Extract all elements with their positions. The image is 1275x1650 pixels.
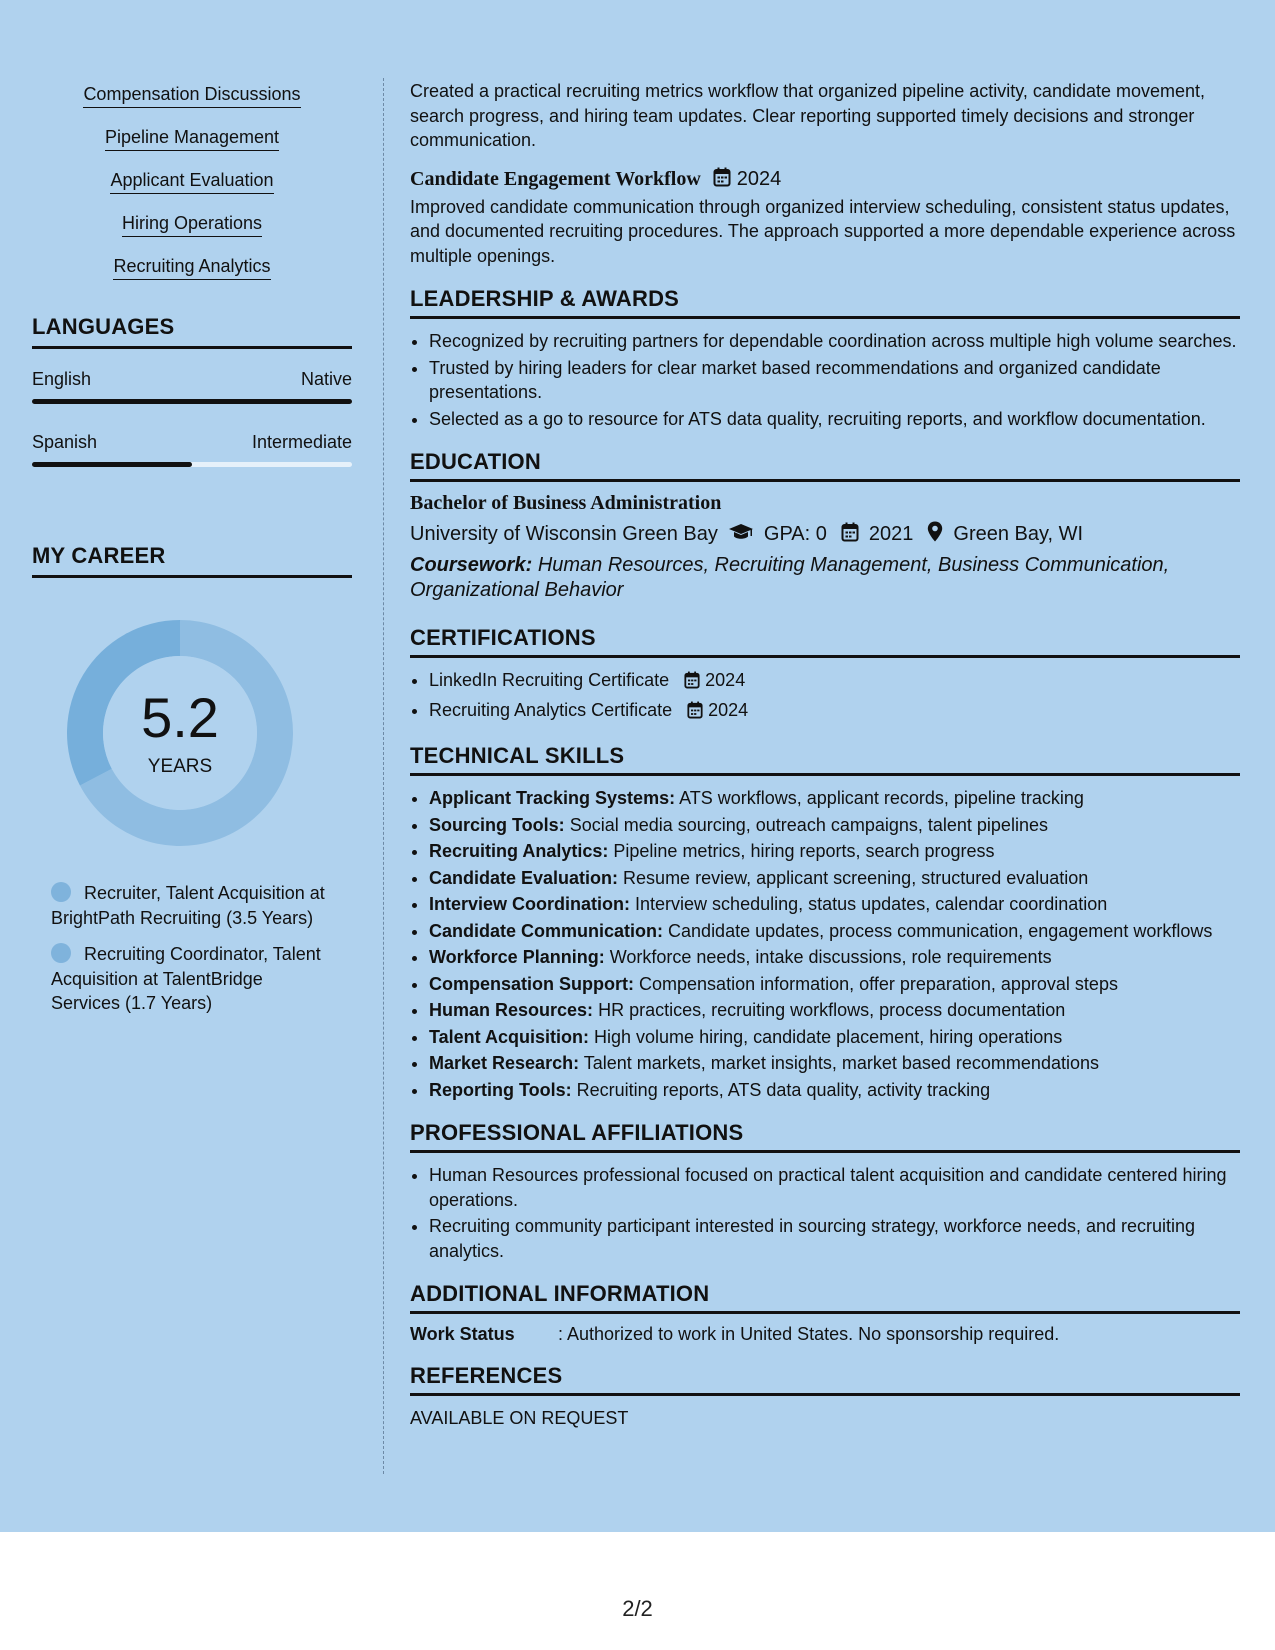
technical-skills-heading: TECHNICAL SKILLS: [410, 743, 1240, 776]
additional-info-heading: ADDITIONAL INFORMATION: [410, 1281, 1240, 1314]
skill-link-item: [32, 170, 352, 194]
skill-key: Workforce Planning:: [429, 947, 605, 967]
affiliations-list: [410, 1163, 1240, 1263]
certifications-list: [410, 668, 1240, 725]
skill-link: Hiring Operations: [122, 213, 262, 237]
skill-link: Compensation Discussions: [83, 84, 300, 108]
skill-link-item: [32, 127, 352, 151]
work-status-row: [410, 1324, 1240, 1345]
legend-dot: [51, 943, 71, 963]
leadership-item: • Recognized by recruiting partners for dependable coordination across multiple high volume searches.: [429, 329, 1240, 354]
career-total-unit: YEARS: [147, 756, 213, 777]
calendar-icon: [713, 167, 731, 193]
project-title-row: [410, 167, 1240, 193]
affiliations-heading: PROFESSIONAL AFFILIATIONS: [410, 1120, 1240, 1153]
skill-link: Recruiting Analytics: [113, 256, 270, 280]
language-name: English: [32, 369, 92, 389]
skill-key: Candidate Communication:: [429, 920, 664, 941]
graduation-cap-icon: [728, 523, 754, 547]
calendar-icon: [684, 671, 700, 696]
career-item: [51, 942, 326, 1016]
leadership-item: • Trusted by hiring leaders for clear market based recommendations and organized candidate presentations.: [429, 356, 1240, 405]
project-description: Improved candidate communication through organized interview scheduling, consistent status updates, and documented recruiting procedures. The approach supported a more dependable experience across multiple openings.: [410, 196, 1236, 266]
project-title: Candidate Engagement Workflow: [410, 168, 701, 190]
skill-value: Social media sourcing, outreach campaigns, talent pipelines: [569, 814, 1048, 835]
graduation-year: 2021: [868, 523, 914, 545]
language-bar: [32, 462, 352, 467]
skill-key: Talent Acquisition:: [429, 1026, 589, 1047]
skill-link-list: [32, 84, 352, 280]
certification-year: 2024: [705, 670, 746, 690]
skill-link: Pipeline Management: [105, 127, 279, 151]
skill-key: Sourcing Tools:: [429, 814, 565, 835]
skill-value: Talent markets, market insights, market based recommendations: [583, 1053, 1099, 1073]
page-footer: [0, 1532, 1275, 1650]
career-item-text: Recruiter, Talent Acquisition at BrightPath Recruiting (3.5 Years): [51, 883, 325, 928]
language-entry: [32, 369, 352, 404]
skill-value: Resume review, applicant screening, structured evaluation: [623, 867, 1089, 888]
calendar-icon: [841, 522, 859, 548]
technical-skill-item: [429, 866, 1240, 891]
language-bar: [32, 399, 352, 404]
career-donut-chart: [67, 620, 293, 846]
skill-link-item: [32, 256, 352, 280]
technical-skill-item: [429, 892, 1240, 917]
calendar-icon: [687, 701, 703, 726]
skill-key: Human Resources:: [429, 1000, 594, 1020]
language-bar-fill: [32, 462, 192, 467]
school-location: Green Bay, WI: [953, 523, 1084, 545]
career-item-text: Recruiting Coordinator, Talent Acquisition at TalentBridge Services (1.7 Years): [51, 944, 321, 1013]
location-pin-icon: [927, 521, 943, 548]
leadership-heading: LEADERSHIP & AWARDS: [410, 286, 1240, 319]
certification-item: [429, 668, 1240, 696]
skill-key: Applicant Tracking Systems:: [429, 788, 676, 808]
technical-skill-item: [429, 945, 1240, 970]
career-item: [51, 881, 326, 930]
language-level: Intermediate: [251, 432, 352, 452]
language-name: Spanish: [32, 432, 98, 452]
career-list: [32, 881, 352, 1016]
career-total-value: 5.2: [141, 686, 219, 749]
coursework-label: Coursework:: [410, 554, 533, 576]
coursework-list: Human Resources, Recruiting Management, Business Communication, Organizational Behavior: [410, 554, 1170, 601]
skill-link-item: [32, 213, 352, 237]
leadership-list: [410, 329, 1240, 431]
skill-link: Applicant Evaluation: [110, 170, 273, 194]
skill-key: Candidate Evaluation:: [429, 867, 619, 888]
skill-key: Interview Coordination:: [429, 894, 631, 914]
skill-value: HR practices, recruiting workflows, process documentation: [598, 1000, 1066, 1020]
work-status-value: : Authorized to work in United States. No sponsorship required.: [558, 1324, 1060, 1344]
certification-year: 2024: [708, 699, 749, 720]
leadership-item: • Selected as a go to resource for ATS data quality, recruiting reports, and workflow documentation.: [429, 407, 1240, 432]
right-column: [410, 79, 1240, 1431]
gpa-value: GPA: 0: [763, 523, 827, 545]
technical-skill-item: [429, 839, 1240, 864]
language-entry: [32, 432, 352, 467]
language-bar-fill: [32, 399, 352, 404]
school-name: University of Wisconsin Green Bay: [410, 523, 718, 545]
skill-key: Market Research:: [429, 1053, 580, 1073]
skill-value: Compensation information, offer preparation, approval steps: [639, 973, 1118, 994]
languages-heading: LANGUAGES: [32, 314, 352, 349]
education-details: [410, 521, 1240, 548]
career-heading: MY CAREER: [32, 543, 352, 578]
work-status-label: Work Status: [410, 1324, 515, 1344]
language-level: Native: [300, 369, 352, 389]
left-column: [32, 84, 352, 1028]
references-heading: REFERENCES: [410, 1363, 1240, 1396]
education-heading: EDUCATION: [410, 449, 1240, 482]
project-year: 2024: [736, 168, 782, 190]
language-row: [32, 369, 352, 390]
page-number: 2/2: [622, 1596, 653, 1621]
language-row: [32, 432, 352, 453]
skill-key: Compensation Support:: [429, 973, 634, 994]
technical-skill-item: [429, 1078, 1240, 1103]
skill-value: High volume hiring, candidate placement, hiring operations: [594, 1026, 1063, 1047]
skill-key: Reporting Tools:: [429, 1079, 572, 1100]
skill-key: Recruiting Analytics:: [429, 841, 609, 861]
technical-skill-item: [429, 1051, 1240, 1076]
skill-value: Workforce needs, intake discussions, role requirements: [609, 947, 1052, 967]
technical-skill-item: [429, 998, 1240, 1023]
technical-skills-list: [410, 786, 1240, 1102]
affiliation-item: • Human Resources professional focused on practical talent acquisition and candidate centered hiring operations.: [429, 1163, 1240, 1212]
degree-title: Bachelor of Business Administration: [410, 492, 722, 514]
coursework: [410, 553, 1240, 603]
technical-skill-item: [429, 786, 1240, 811]
technical-skill-item: [429, 1025, 1240, 1050]
technical-skill-item: [429, 972, 1240, 997]
skill-value: Candidate updates, process communication, engagement workflows: [668, 920, 1213, 941]
skill-link-item: [32, 84, 352, 108]
skill-value: Pipeline metrics, hiring reports, search progress: [613, 841, 995, 861]
certifications-heading: CERTIFICATIONS: [410, 625, 1240, 658]
certification-name: LinkedIn Recruiting Certificate: [429, 670, 670, 690]
affiliation-item: • Recruiting community participant interested in sourcing strategy, workforce needs, and recruiting analytics.: [429, 1214, 1240, 1263]
technical-skill-item: [429, 919, 1240, 944]
skill-value: ATS workflows, applicant records, pipeline tracking: [679, 788, 1084, 808]
skill-value: Recruiting reports, ATS data quality, activity tracking: [576, 1079, 991, 1100]
skill-value: Interview scheduling, status updates, calendar coordination: [635, 894, 1108, 914]
column-divider: [383, 78, 384, 1474]
project-intro-text: Created a practical recruiting metrics workflow that organized pipeline activity, candidate movement, search progress, and hiring team updates. Clear reporting supported timely decisions and stronger communication.: [410, 81, 1206, 150]
certification-item: [429, 698, 1240, 726]
references-text: AVAILABLE ON REQUEST: [410, 1408, 629, 1428]
legend-dot: [51, 882, 71, 902]
technical-skill-item: [429, 813, 1240, 838]
certification-name: Recruiting Analytics Certificate: [429, 699, 673, 720]
